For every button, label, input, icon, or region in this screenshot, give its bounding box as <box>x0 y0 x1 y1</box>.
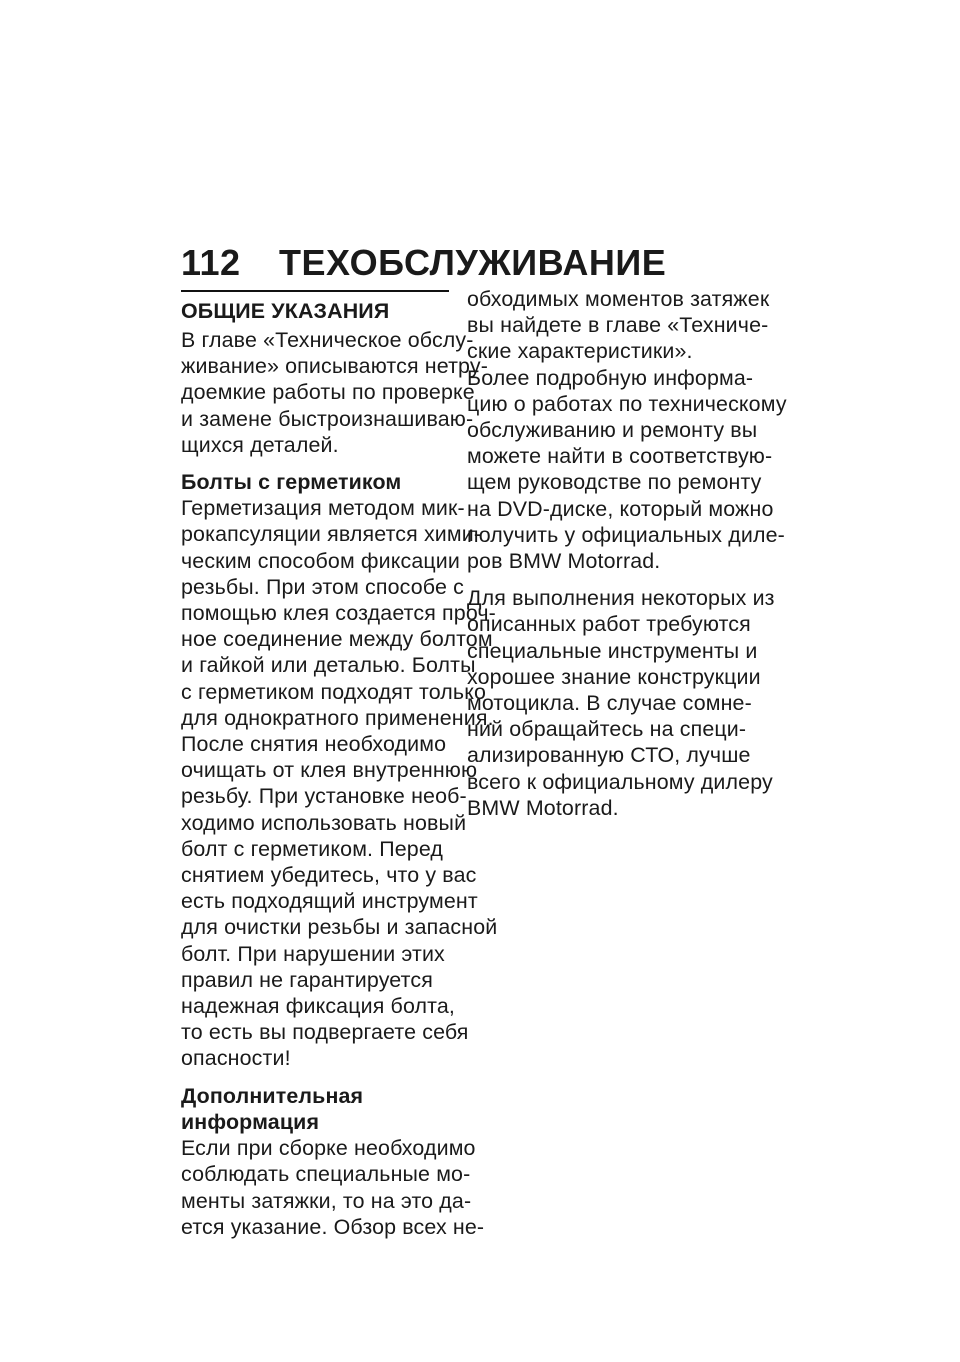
text-line: болт с герметиком. Перед <box>181 836 444 861</box>
text-line: болт. При нарушении этих <box>181 941 445 966</box>
repair-manual-paragraph <box>467 365 787 575</box>
additional-paragraph-continued <box>467 286 770 365</box>
intro-paragraph <box>181 327 488 458</box>
text-line: есть подходящий инструмент <box>181 889 478 914</box>
text-line: цию о работах по техническому <box>467 391 787 416</box>
text-line: обходимых моментов затяжек <box>467 287 770 311</box>
text-line: снятием убедитесь, что у вас <box>181 863 477 888</box>
text-line: ческим способом фиксации <box>181 548 460 573</box>
additional-info-heading <box>181 1083 449 1135</box>
text-line: ализированную СТО, лучше <box>467 743 751 768</box>
bolts-heading: Болты с герметиком <box>181 470 402 495</box>
text-line: мотоцикла. В случае сомне- <box>467 691 752 716</box>
text-line: для однократного применения. <box>181 705 494 730</box>
text-line: надежная фиксация болта, <box>181 994 456 1019</box>
text-line: помощью клея создается проч- <box>181 601 496 626</box>
right-column <box>467 286 787 821</box>
text-line: живание» описываются нетру- <box>181 354 488 379</box>
text-line: резьбу. При установке необ- <box>181 784 467 809</box>
text-line: ские характеристики». <box>467 339 693 364</box>
text-line: можете найти в соответствую- <box>467 444 773 469</box>
text-line: то есть вы подвергаете себя <box>181 1020 469 1045</box>
text-line: правил не гарантируется <box>181 967 433 992</box>
text-line: BMW Motorrad. <box>467 795 619 820</box>
text-line: для очистки резьбы и запасной <box>181 915 498 940</box>
text-line: ется указание. Обзор всех не- <box>181 1214 485 1239</box>
bolts-paragraph <box>181 495 498 1071</box>
section-title: ОБЩИЕ УКАЗАНИЯ <box>181 290 449 324</box>
text-line: с герметиком подходят только <box>181 679 487 704</box>
text-line: специальные инструменты и <box>467 638 758 663</box>
text-line: резьбы. При этом способе с <box>181 574 464 599</box>
text-line: щихся деталей. <box>181 432 339 457</box>
heading-line: Дополнительная <box>181 1083 364 1108</box>
text-line: После снятия необходимо <box>181 732 447 757</box>
text-line: всего к официальному дилеру <box>467 769 773 794</box>
text-line: Если при сборке необходимо <box>181 1136 476 1161</box>
chapter-title: ТЕХОБСЛУЖИВАНИЕ <box>279 242 667 283</box>
text-line: очищать от клея внутреннюю <box>181 758 478 783</box>
text-line: на DVD-диске, который можно <box>467 496 774 521</box>
text-line: ное соединение между болтом <box>181 627 493 652</box>
text-line: получить у официальных диле- <box>467 522 785 547</box>
text-line: и замене быстроизнашиваю- <box>181 406 474 431</box>
text-line: описанных работ требуются <box>467 612 751 637</box>
text-line: вы найдете в главе «Техниче- <box>467 313 769 338</box>
text-line: В главе «Техническое обслу- <box>181 328 474 352</box>
text-line: опасности! <box>181 1046 291 1071</box>
text-line: и гайкой или деталью. Болты <box>181 653 476 678</box>
text-line: Герметизация методом мик- <box>181 496 465 521</box>
text-line: Более подробную информа- <box>467 365 754 390</box>
additional-paragraph <box>181 1135 485 1240</box>
text-line: рокапсуляции является хими- <box>181 522 482 547</box>
special-tools-paragraph <box>467 585 775 821</box>
page-header <box>181 240 741 286</box>
left-column <box>181 290 498 1240</box>
heading-line: информация <box>181 1109 320 1134</box>
page-number: 112 <box>181 242 241 283</box>
text-line: доемкие работы по проверке <box>181 380 475 405</box>
text-line: ний обращайтесь на специ- <box>467 717 747 742</box>
text-line: обслуживанию и ремонту вы <box>467 418 758 443</box>
text-line: ров BMW Motorrad. <box>467 549 661 574</box>
text-line: соблюдать специальные мо- <box>181 1162 471 1187</box>
text-line: ходимо использовать новый <box>181 810 467 835</box>
text-line: щем руководстве по ремонту <box>467 470 762 495</box>
text-line: хорошее знание конструкции <box>467 664 761 689</box>
text-line: менты затяжки, то на это да- <box>181 1188 472 1213</box>
text-line: Для выполнения некоторых из <box>467 586 775 611</box>
